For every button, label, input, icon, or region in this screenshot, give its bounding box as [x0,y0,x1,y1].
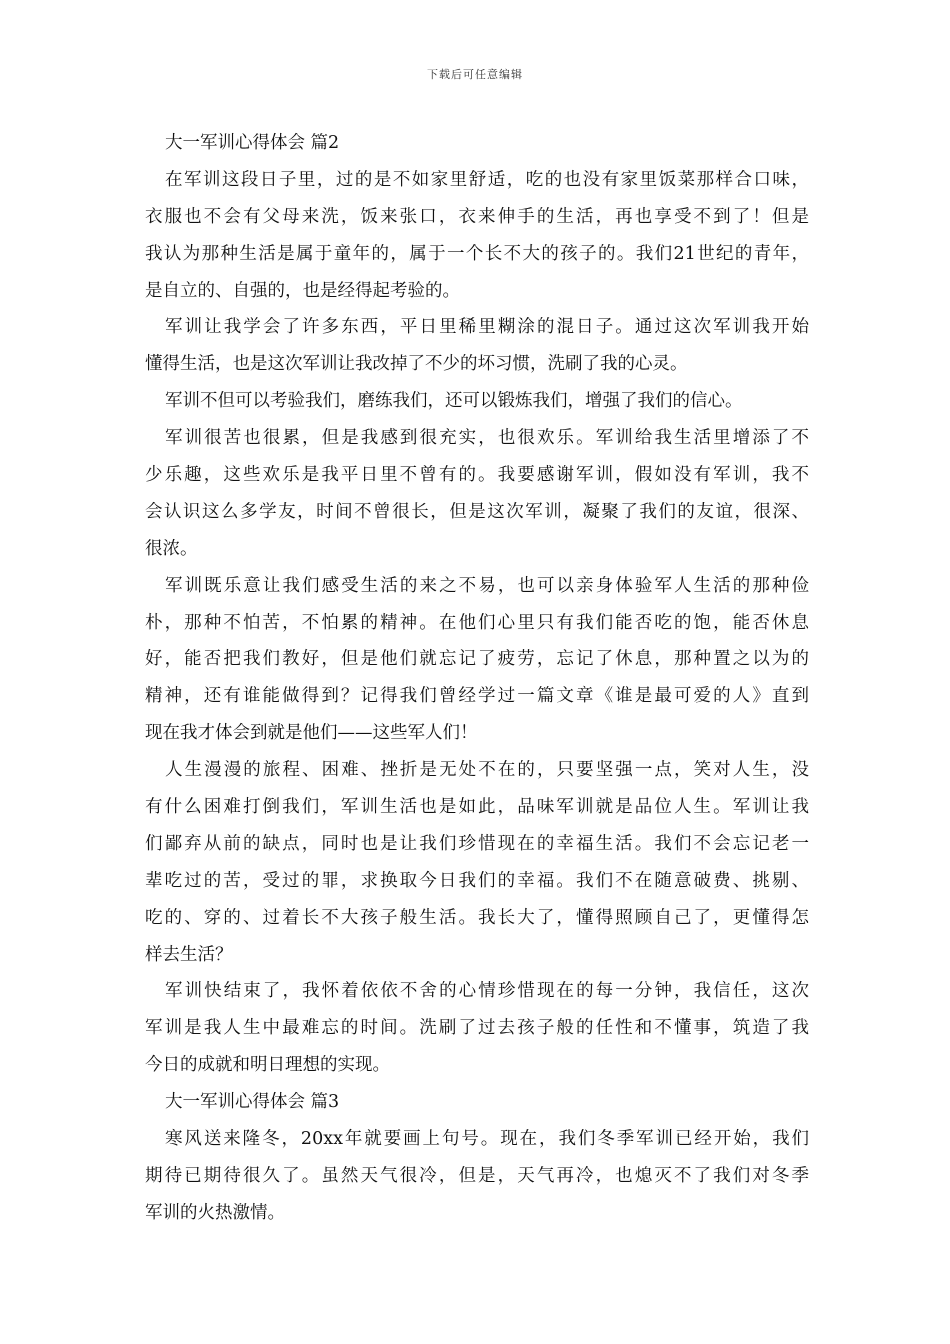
text-line: 会认识这么多学友，时间不曾很长，但是这次军训，凝聚了我们的友谊，很深、 [145,501,809,522]
page-header-note: 下载后可任意编辑 [427,68,523,81]
text-line: 懂得生活，也是这次军训让我改掉了不少的坏习惯，洗刷了我的心灵。 [145,354,688,375]
text-line: 大一军训心得体会 篇2 [165,133,340,153]
text-line: 样去生活？ [145,944,233,965]
text-line: 军训既乐意让我们感受生活的来之不易，也可以亲身体验军人生活的那种俭 [165,575,809,596]
text-line: 我认为那种生活是属于童年的，属于一个长不大的孩子的。我们21世纪的青年， [145,243,809,264]
text-line: 军训很苦也很累，但是我感到很充实，也很欢乐。军训给我生活里增添了不 [165,428,809,449]
text-line: 今日的成就和明日理想的实现。 [145,1055,390,1076]
text-line: 期待已期待很久了。虽然天气很冷，但是，天气再冷，也熄灭不了我们对冬季 [145,1165,809,1186]
text-line: 辈吃过的苦，受过的罪，求换取今日我们的幸福。我们不在随意破费、挑剔、 [145,870,809,891]
text-line: 朴，那种不怕苦，不怕累的精神。在他们心里只有我们能否吃的饱，能否休息 [145,612,809,633]
text-line: 少乐趣，这些欢乐是我平日里不曾有的。我要感谢军训，假如没有军训，我不 [145,465,809,486]
text-line: 军训让我学会了许多东西，平日里稀里糊涂的混日子。通过这次军训我开始 [165,317,809,338]
text-line: 军训快结束了，我怀着依依不舍的心情珍惜现在的每一分钟，我信任，这次 [165,981,809,1002]
text-line: 精神，还有谁能做得到？记得我们曾经学过一篇文章《谁是最可爱的人》直到 [145,686,809,707]
text-line: 军训不但可以考验我们，磨练我们，还可以锻炼我们，增强了我们的信心。 [165,391,743,412]
text-line: 在军训这段日子里，过的是不如家里舒适，吃的也没有家里饭菜那样合口味， [165,169,809,190]
text-line: 人生漫漫的旅程、困难、挫折是无处不在的，只要坚强一点，笑对人生，没 [165,760,809,781]
text-line: 衣服也不会有父母来洗，饭来张口，衣来伸手的生活，再也享受不到了！但是 [145,206,809,227]
text-line: 现在我才体会到就是他们——这些军人们！ [145,723,478,744]
document-body [145,125,809,1232]
text-line: 有什么困难打倒我们，军训生活也是如此，品味军训就是品位人生。军训让我 [145,797,809,818]
text-line: 吃的、穿的、过着长不大孩子般生活。我长大了，懂得照顾自己了，更懂得怎 [145,907,809,928]
text-line: 军训的火热激情。 [145,1202,285,1223]
text-line: 是自立的、自强的，也是经得起考验的。 [145,280,460,301]
text-line: 寒风送来隆冬，20xx年就要画上句号。现在，我们冬季军训已经开始，我们 [165,1129,809,1150]
text-line: 军训是我人生中最难忘的时间。洗刷了过去孩子般的任性和不懂事，筑造了我 [145,1018,809,1039]
text-line: 们鄙弃从前的缺点，同时也是让我们珍惜现在的幸福生活。我们不会忘记老一 [145,833,809,854]
text-line: 大一军训心得体会 篇3 [165,1092,340,1113]
text-line: 好，能否把我们教好，但是他们就忘记了疲劳，忘记了休息，那种置之以为的 [145,649,809,670]
text-line: 很浓。 [145,538,198,559]
